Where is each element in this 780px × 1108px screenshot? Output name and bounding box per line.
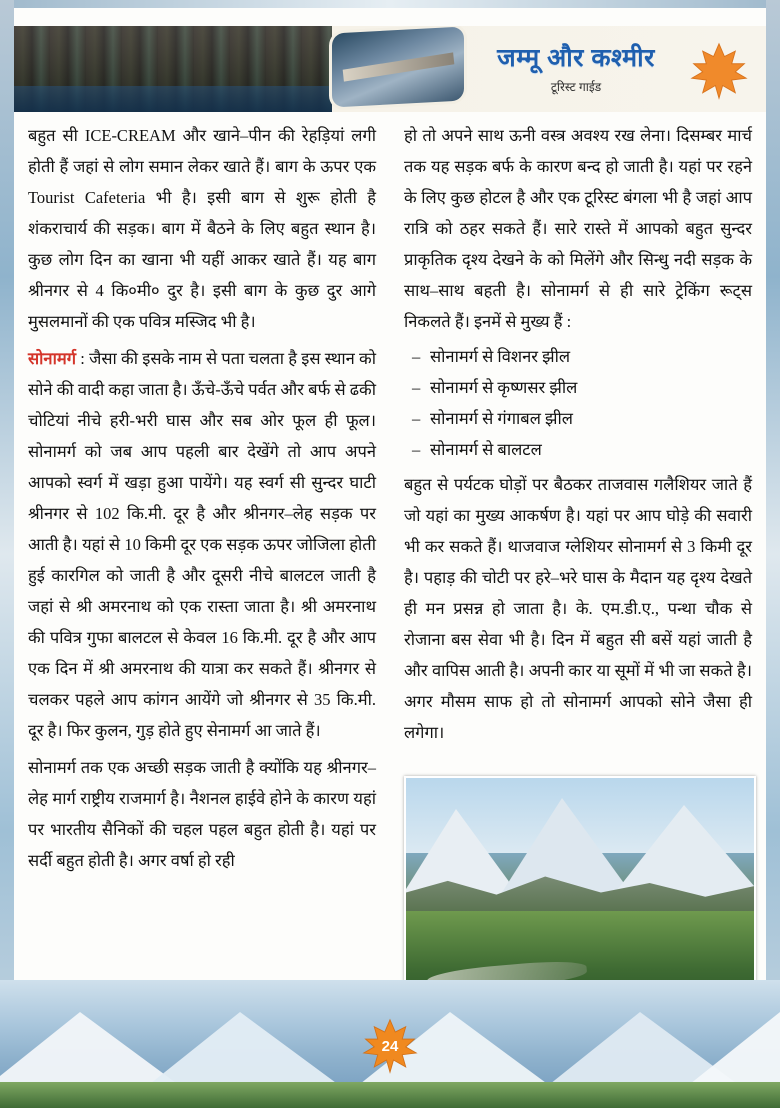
page-footer [0, 980, 780, 1108]
header-title-block [476, 40, 676, 95]
trekking-routes-list [404, 341, 752, 465]
maple-leaf-icon [688, 42, 750, 100]
paragraph-weather: हो तो अपने साथ ऊनी वस्त्र अवश्य रख लेना। दिसम्बर मार्च तक यह सड़क बर्फ के कारण बन्द हो जाती है। यहां पर रहने के लिए कुछ होटल है और एक टूरिस्ट बंगला भी है जहां आप रात्रि को ठहर सकते हैं। सारे रास्ते में आपको बहुत सुन्दर प्राकृतिक दृश्य देखने के को मिलेंगे और सिन्धु नदी सड़क के साथ–साथ बहती है। सोनामर्ग से ही सारे ट्रेकिंग रूट्स निकलते हैं। इनमें से मुख्य हैं : [404, 126, 752, 331]
page-border-right [766, 0, 780, 1108]
sonamarg-meadow-photo [404, 776, 756, 1002]
page-header [14, 26, 766, 112]
page-subtitle: टूरिस्ट गाईड [550, 80, 602, 94]
list-item: – सोनामर्ग से विशनर झील [430, 341, 752, 372]
header-bridge-photo [332, 27, 464, 108]
page-number: 24 [381, 1037, 399, 1055]
paragraph-sonamarg [28, 343, 376, 746]
column-right [404, 120, 752, 748]
list-item: – सोनामर्ग से गंगाबल झील [430, 403, 752, 434]
page-border-left [0, 0, 14, 1108]
article-body [28, 120, 752, 980]
list-item: – सोनामर्ग से कृष्णसर झील [430, 372, 752, 403]
paragraph-glacier: बहुत से पर्यटक घोड़ों पर बैठकर ताजवास गलैशियर जाते हैं जो यहां का मुख्य आकर्षण है। यहां पर आप घोड़े की सवारी भी कर सकते हैं। थाजवाज ग्लेशियर सोनामर्ग से 3 किमी दूर है। पहाड़ की चोटी पर हरे–भरे घास के मैदान यह दृश्य देखते ही मन प्रसन्न हो जाता है। के. एम.डी.ए., पन्था चौक से रोजाना बस सेवा भी है। दिन में बहुत सी बसें यहां जाती है और वापिस आती है। अपनी कार या सूमों में भी जा सकते है। अगर मौसम साफ हो तो सोनामर्ग आपको सोने जैसा ही लगेगा। [404, 475, 752, 742]
page-number-badge [362, 1018, 418, 1074]
paragraph-sonamarg-text: जैसा की इसके नाम से पता चलता है इस स्थान को सोने की वादी कहा जाता है। ऊँचे-ऊँचे पर्वत और बर्फ से ढकी चोटियां नीचे हरी-भरी घास और सब ओर फूल ही फूल। सोनामर्ग को जब आप पहली बार देखेंगे तो आप अपने आपको स्वर्ग में खड़ा हुआ पायेंगे। यह स्वर्ग सी सुन्दर घाटी श्रीनगर से 102 कि.मी. दूर है और श्रीनगर–लेह सड़क पर आती है। यहां से 10 किमी दूर एक सड़क ऊपर जोजिला होती हुई कारगिल को जाती है और दूसरी नीचे बालटल जाती है जहां से श्री अमरनाथ को एक रास्ता जाता है। श्री अमरनाथ की पवित्र गुफा बालटल से केवल 16 कि.मी. दूर है और आप एक दिन में श्री अमरनाथ की यात्रा कर सकते हैं। श्रीनगर से चलकर पहले आप कांगन आयेंगे जो श्रीनगर से 35 कि.मी. दूर है। फिर कुलन, गुड़ होते हुए सेनामर्ग आ जाते हैं। [28, 349, 376, 740]
column-left [28, 120, 376, 876]
footer-grass [0, 1082, 780, 1108]
page-title: जम्मू और कश्मीर [497, 44, 655, 72]
term-separator: : [76, 349, 90, 368]
paragraph-intro: बहुत सी ICE-CREAM और खाने–पीन की रेहड़ियां लगी होती हैं जहां से लोग समान लेकर खाते हैं। बाग के ऊपर एक Tourist Cafeteria भी है। इसी बाग से शुरू होती है शंकराचार्य की सड़क। बाग में बैठने के लिए बहुत स्थान है। कुछ लोग दिन का खाना भी यहीं आकर खाते हैं। यह बाग श्रीनगर से 4 कि०मी० दुर है। इसी बाग के कुछ दुर आगे मुसलमानों की एक पवित्र मस्जिद भी है। [28, 126, 376, 331]
list-item: – सोनामर्ग से बालटल [430, 434, 752, 465]
page-border-top [0, 0, 780, 8]
paragraph-road: सोनामर्ग तक एक अच्छी सड़क जाती है क्योंकि यह श्रीनगर–लेह मार्ग राष्ट्रीय राजमार्ग है। नैशनल हाईवे होने के कारण यहां पर भारतीय सैनिकों की चहल पहल बहुत होती है। यहां पर सर्दी बहुत होती है। अगर वर्षा हो रही [28, 758, 376, 870]
term-sonamarg: सोनामर्ग [28, 349, 77, 368]
header-houseboats-photo [14, 26, 332, 112]
